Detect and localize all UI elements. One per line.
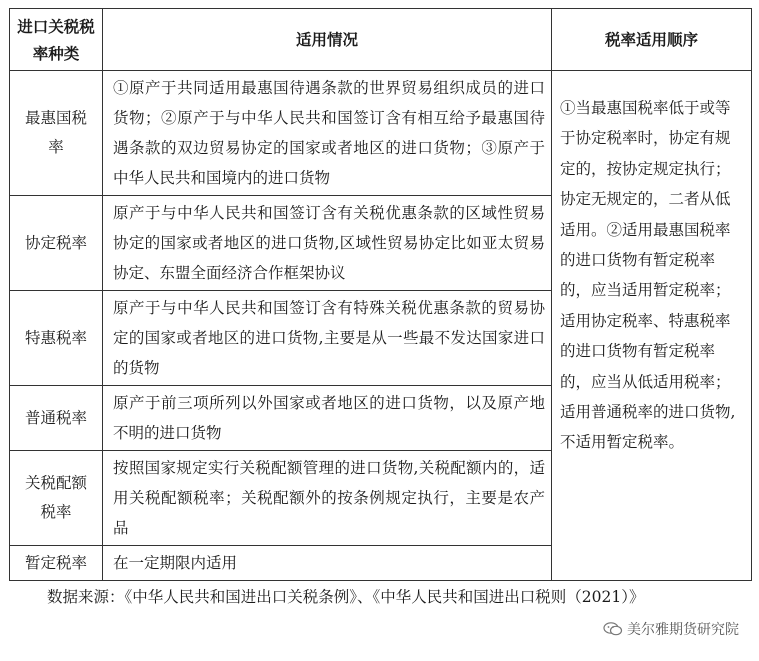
data-source-note: 数据来源：《中华人民共和国进出口关税条例》、《中华人民共和国进出口税则（2021）》 xyxy=(47,588,645,606)
row-type-agreement: 协定税率 xyxy=(10,196,103,291)
header-applicable-situation: 适用情况 xyxy=(103,9,552,71)
table-row xyxy=(10,71,752,196)
tariff-table xyxy=(9,8,752,581)
row-type-provisional: 暂定税率 xyxy=(10,546,103,581)
header-application-order: 税率适用顺序 xyxy=(552,9,752,71)
row-desc-preferential: 原产于与中华人民共和国签订含有特殊关税优惠条款的贸易协定的国家或者地区的进口货物,主要是从一些最不发达国家进口的货物 xyxy=(103,291,552,386)
row-desc-mfn: ①原产于共同适用最惠国待遇条款的世界贸易组织成员的进口货物；②原产于与中华人民共和国签订含有相互给予最惠国待遇条款的双边贸易协定的国家或者地区的进口货物；③原产于中华人民共和国境内的进口货物 xyxy=(103,71,552,196)
row-type-general: 普通税率 xyxy=(10,386,103,451)
watermark xyxy=(603,619,739,639)
watermark-text: 美尔雅期货研究院 xyxy=(627,622,739,638)
row-type-mfn: 最惠国税率 xyxy=(10,71,103,196)
row-desc-quota: 按照国家规定实行关税配额管理的进口货物,关税配额内的，适用关税配额税率；关税配额外的按条例规定执行，主要是农产品 xyxy=(103,451,552,546)
table-header-row xyxy=(10,9,752,71)
row-desc-general: 原产于前三项所列以外国家或者地区的进口货物，以及原产地不明的进口货物 xyxy=(103,386,552,451)
row-type-quota: 关税配额税率 xyxy=(10,451,103,546)
row-type-preferential: 特惠税率 xyxy=(10,291,103,386)
application-order-text: ①当最惠国税率低于或等于协定税率时，协定有规定的，按协定规定执行；协定无规定的，二者从低适用。②适用最惠国税率的进口货物有暂定税率的，应当适用暂定税率；适用协定税率、特惠税率的进口货物有暂定税率的，应当从低适用税率；适用普通税率的进口货物,不适用暂定税率。 xyxy=(552,71,752,581)
row-desc-agreement: 原产于与中华人民共和国签订含有关税优惠条款的区域性贸易协定的国家或者地区的进口货物,区域性贸易协定比如亚太贸易协定、东盟全面经济合作框架协议 xyxy=(103,196,552,291)
header-tariff-type: 进口关税税率种类 xyxy=(10,9,103,71)
row-desc-provisional: 在一定期限内适用 xyxy=(103,546,552,581)
wechat-icon xyxy=(603,622,623,636)
